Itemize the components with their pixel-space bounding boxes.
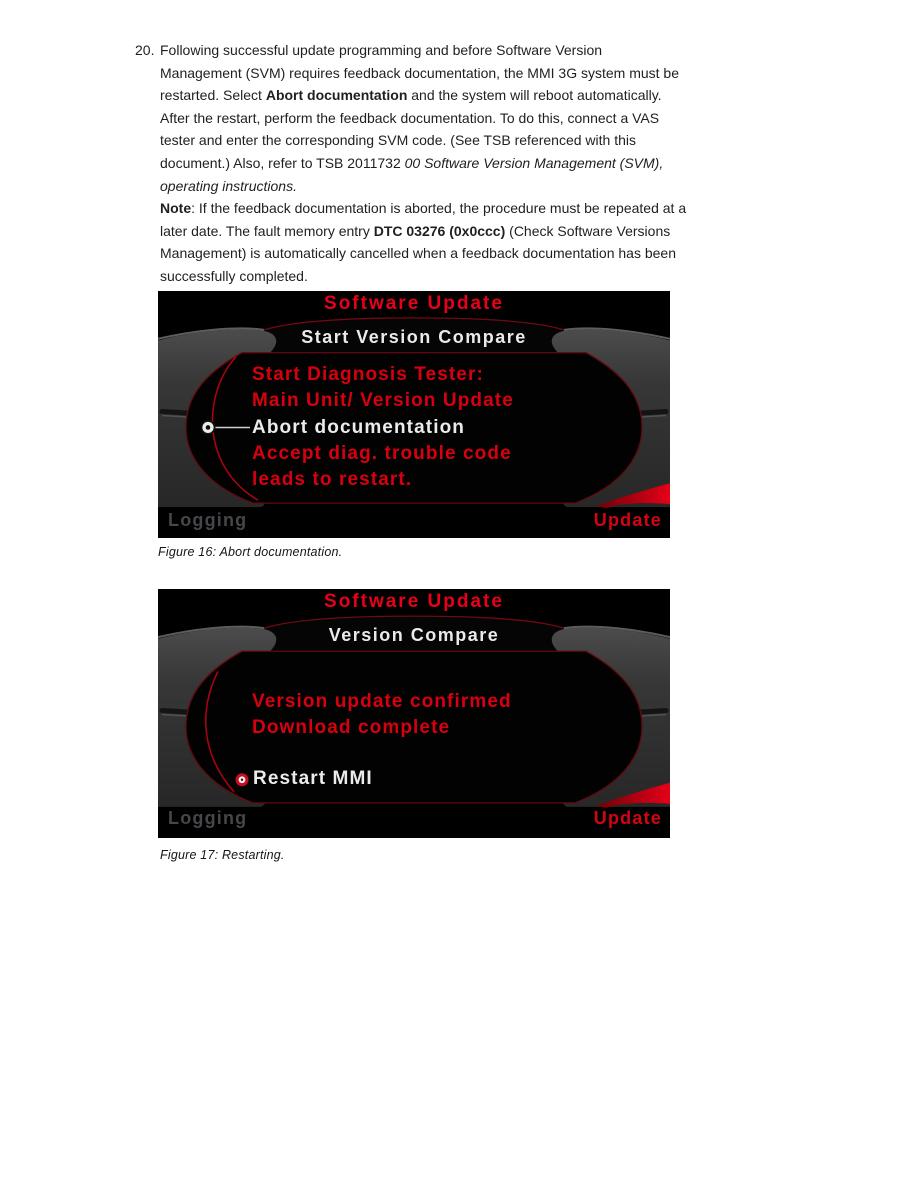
mmi-screen-title: Software Update <box>324 591 504 612</box>
text-segment: successfully completed. <box>160 267 308 284</box>
bold-term-abort-documentation: Abort documentation <box>265 87 408 104</box>
figure-17-screenshot <box>158 589 670 838</box>
mmi-menu-item-selected: Restart MMI <box>253 768 373 789</box>
text-segment: : If the feedback documentation is aborted, the procedure must be repeated at a <box>191 200 687 217</box>
figure-17-caption: Figure 17: Restarting. <box>160 848 285 862</box>
text-line <box>160 84 686 107</box>
selection-dot <box>201 420 216 435</box>
selection-dot <box>236 773 249 786</box>
italic-tsb-title: 00 Software Version Management (SVM), <box>404 154 664 171</box>
text-segment: Management) is automatically cancelled when a feedback documentation has been <box>160 245 676 262</box>
text-line <box>160 62 686 85</box>
step-text-block <box>160 39 686 288</box>
text-segment: Following successful update programming and before Software Version <box>160 42 603 58</box>
mmi-menu-item-selected: Abort documentation <box>252 417 465 438</box>
text-line <box>160 152 686 175</box>
mmi-menu-item: Start Diagnosis Tester: <box>252 364 484 385</box>
italic-tsb-title: operating instructions. <box>160 177 297 194</box>
note-label: Note <box>160 200 192 217</box>
text-line <box>160 129 686 152</box>
bold-term-dtc-code: DTC 03276 (0x0ccc) <box>373 222 506 239</box>
text-segment: later date. The fault memory entry <box>160 222 374 239</box>
text-line <box>160 107 686 130</box>
text-segment: document.) Also, refer to TSB 2011732 <box>160 154 405 171</box>
mmi-footer-logging: Logging <box>168 808 248 828</box>
figure-16-caption: Figure 16: Abort documentation. <box>158 545 343 559</box>
mmi-status-line: Version update confirmed <box>252 691 512 712</box>
text-segment: restarted. Select <box>160 87 266 104</box>
text-line <box>160 197 686 220</box>
text-line <box>160 175 686 198</box>
text-segment: (Check Software Versions <box>505 222 671 239</box>
mmi-menu-item: Main Unit/ Version Update <box>252 390 514 411</box>
text-line <box>160 242 686 265</box>
text-line <box>160 265 686 288</box>
text-segment: tester and enter the corresponding SVM code. (See TSB referenced with this <box>160 132 636 149</box>
mmi-menu-item: leads to restart. <box>252 469 413 490</box>
mmi-status-line: Download complete <box>252 717 451 738</box>
text-segment: Management (SVM) requires feedback documentation, the MMI 3G system must be <box>160 64 680 81</box>
text-line <box>160 39 686 62</box>
mmi-menu-item: Accept diag. trouble code <box>252 443 512 464</box>
text-segment: After the restart, perform the feedback documentation. To do this, connect a VAS <box>160 109 660 126</box>
mmi-footer-update: Update <box>593 510 662 530</box>
figure-16-screenshot <box>158 291 670 538</box>
step-number: 20. <box>135 42 155 58</box>
step-20-paragraph <box>135 39 686 288</box>
mmi-footer-update: Update <box>593 808 662 828</box>
text-line <box>160 220 686 243</box>
mmi-screen-header: Start Version Compare <box>301 327 527 347</box>
mmi-footer-logging: Logging <box>168 510 248 530</box>
text-segment: and the system will reboot automatically. <box>407 87 662 104</box>
mmi-screen-title: Software Update <box>324 293 504 314</box>
mmi-screen-header: Version Compare <box>328 625 500 645</box>
